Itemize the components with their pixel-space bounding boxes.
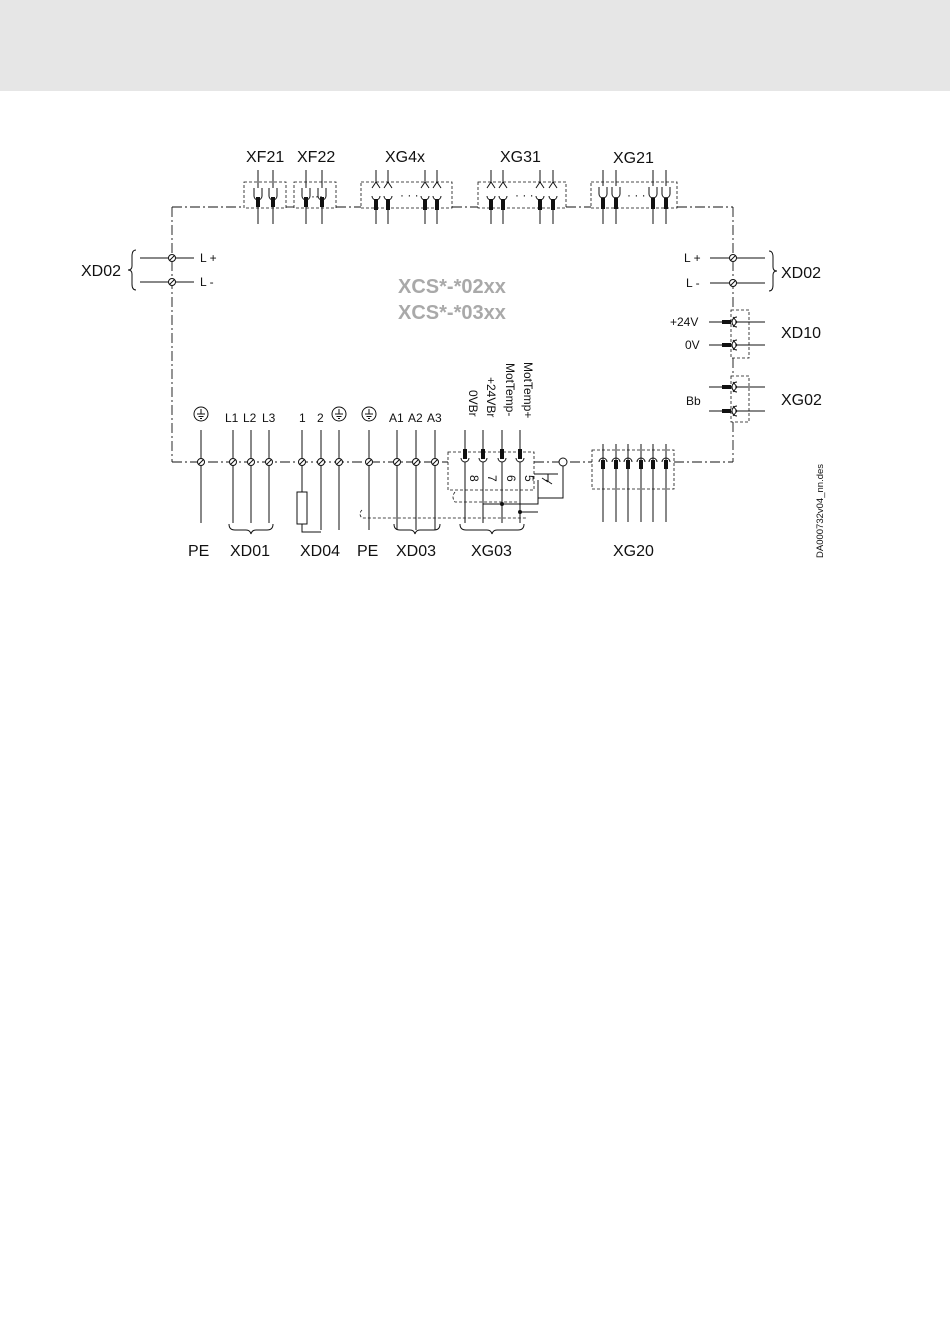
right-xg02-pin-bb: Bb — [686, 394, 701, 408]
xf22-dots: ··· — [311, 189, 323, 203]
xg20-connector — [592, 444, 674, 522]
xg03-pin-6: 6 — [504, 475, 518, 482]
left-pin-l-plus: L + — [200, 251, 217, 265]
pin-2: 2 — [317, 411, 324, 425]
xg03-pin-8: 8 — [467, 475, 481, 482]
xg03-pin-5: 5 — [522, 475, 536, 482]
left-group-label: XD02 — [81, 263, 122, 280]
left-xd02 — [81, 250, 217, 290]
connector-label-xg4x: XG4x — [385, 149, 426, 166]
connector-label-xf21: XF21 — [246, 149, 285, 166]
xg03-connector — [360, 362, 567, 523]
right-xd10-pin-0v: 0V — [685, 338, 700, 352]
xg31-dots: · · · — [515, 188, 534, 202]
model-line-2: XCS*-*03xx — [398, 302, 506, 324]
group-label-pe-1: PE — [188, 543, 210, 560]
group-label-xg20: XG20 — [613, 543, 654, 560]
right-xg02-label: XG02 — [781, 392, 822, 409]
group-label-xg03: XG03 — [471, 543, 512, 560]
group-label-xd04: XD04 — [300, 543, 341, 560]
right-pin-l-minus: L - — [686, 276, 700, 290]
right-xd10-pin-24v: +24V — [670, 315, 699, 329]
connector-label-xg21: XG21 — [613, 150, 654, 167]
pin-a2: A2 — [408, 411, 423, 425]
pin-l1: L1 — [225, 411, 239, 425]
pin-a3: A3 — [427, 411, 442, 425]
xg03-signal-24vbr: +24VBr — [484, 377, 498, 418]
right-xd10 — [670, 310, 821, 358]
group-label-pe-2: PE — [357, 543, 379, 560]
ground-icon — [362, 407, 376, 421]
model-line-1: XCS*-*02xx — [398, 276, 506, 298]
xg4x-dots: · · · — [400, 188, 419, 202]
connector-label-xf22: XF22 — [297, 149, 336, 166]
right-pin-l-plus: L + — [684, 251, 701, 265]
right-xd02 — [684, 251, 821, 291]
bottom-terminals — [194, 407, 442, 532]
left-pin-l-minus: L - — [200, 275, 214, 289]
right-xd10-label: XD10 — [781, 325, 822, 342]
right-xd02-label: XD02 — [781, 265, 822, 282]
right-xg02 — [686, 376, 822, 422]
connector-label-xg31: XG31 — [500, 149, 541, 166]
xg03-signal-mottemp-minus: MotTemp- — [503, 363, 517, 417]
ground-icon — [332, 407, 346, 421]
group-braces — [229, 524, 524, 534]
pin-l3: L3 — [262, 411, 276, 425]
pin-1: 1 — [299, 411, 306, 425]
xg03-signal-mottemp-plus: MotTemp+ — [521, 362, 535, 419]
pin-a1: A1 — [389, 411, 404, 425]
xg03-signal-0vbr: 0VBr — [466, 390, 480, 417]
xg03-pin-7: 7 — [485, 475, 499, 482]
group-label-xd03: XD03 — [396, 543, 437, 560]
pin-l2: L2 — [243, 411, 257, 425]
group-label-xd01: XD01 — [230, 543, 271, 560]
xg21-dots: · · · — [627, 188, 646, 202]
drawing-code: DA000732v04_nn.des — [815, 463, 826, 558]
ground-icon — [194, 407, 208, 421]
top-connectors — [244, 149, 677, 224]
